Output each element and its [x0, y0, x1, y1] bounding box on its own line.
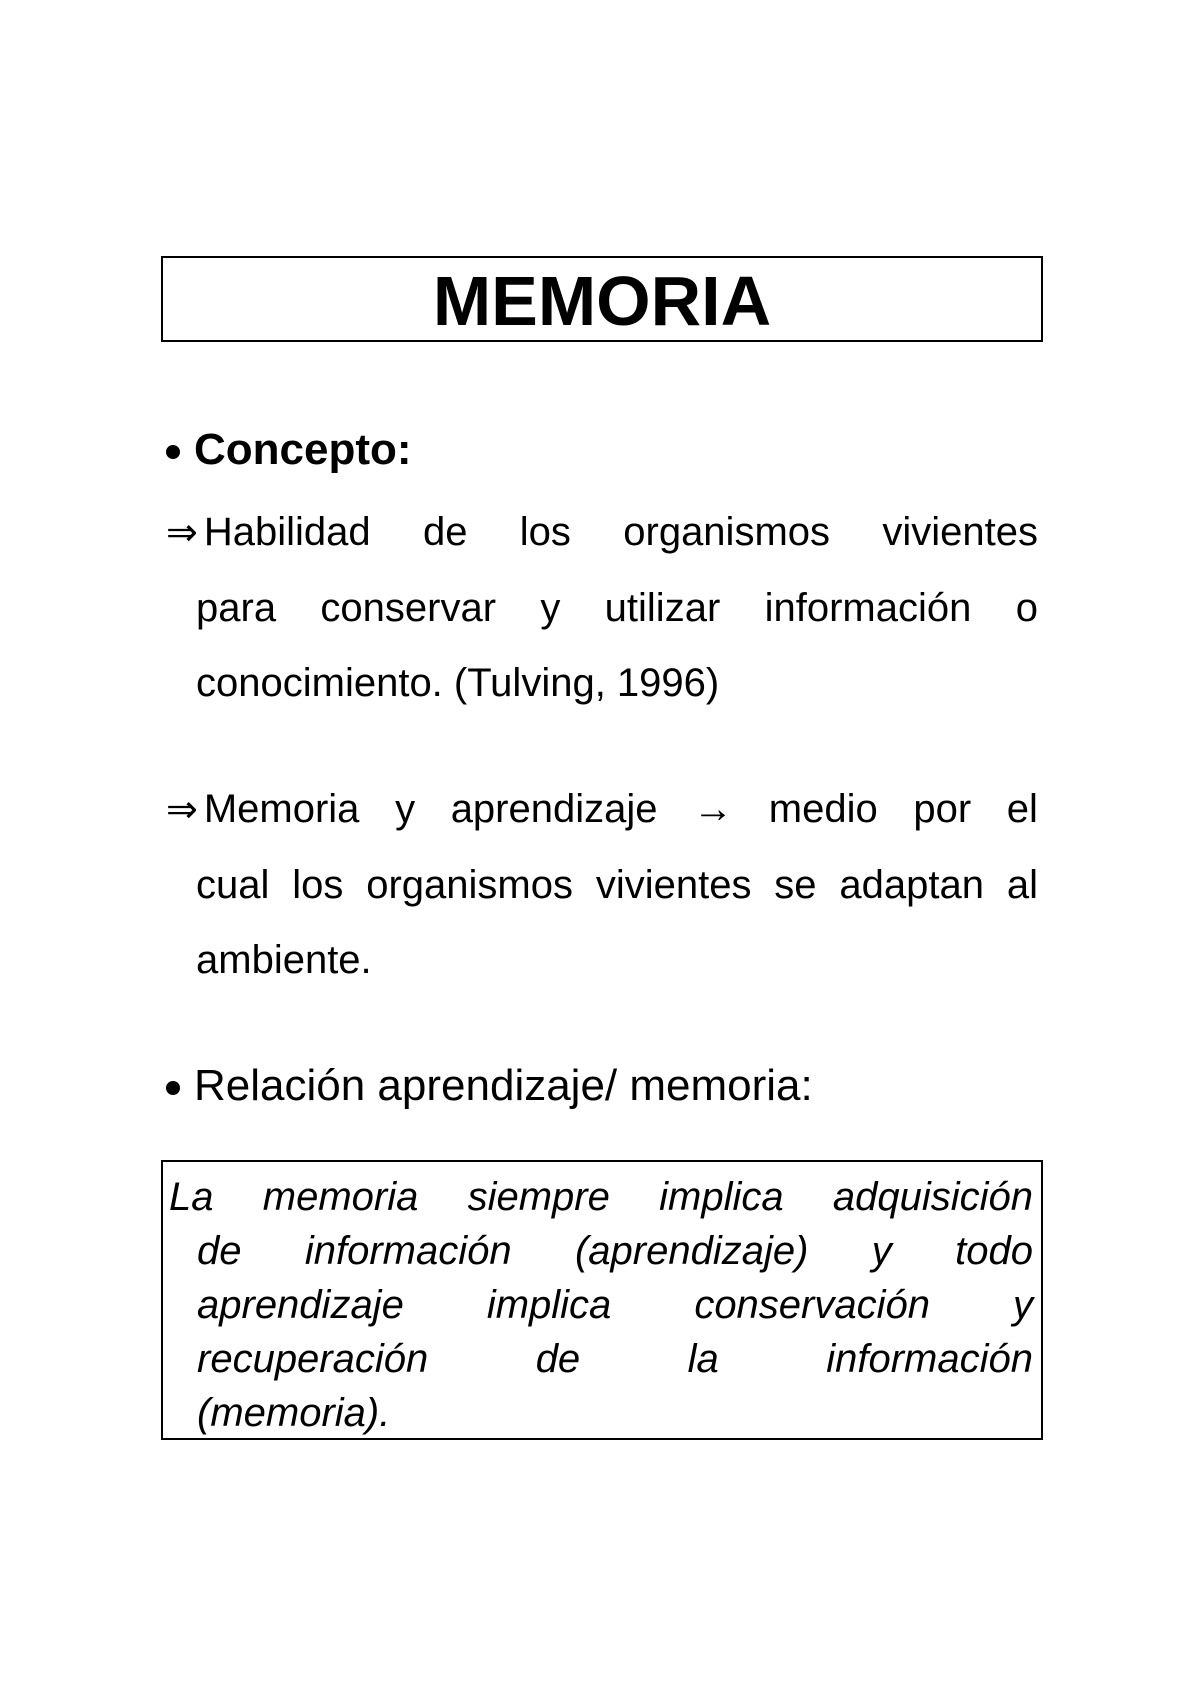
concept-item-1-line-1: [166, 495, 1038, 571]
concept-item-1-line-2: [166, 571, 1038, 646]
word: adaptan: [839, 863, 984, 907]
word: cual: [196, 863, 270, 907]
word: memoria: [262, 1175, 419, 1219]
word: utilizar: [604, 586, 721, 630]
bullet-dot-icon: [166, 445, 180, 459]
quote-line-4: [169, 1332, 1033, 1386]
quote-line-5: [169, 1386, 1033, 1440]
word: de: [197, 1229, 242, 1273]
concept-heading-text: Concepto:: [194, 425, 412, 474]
word: el: [1006, 787, 1038, 831]
word: aprendizaje: [197, 1283, 404, 1327]
word: los: [292, 863, 344, 907]
concept-heading: [166, 425, 412, 474]
word: conservación: [694, 1283, 930, 1327]
bullet-dot-icon: [166, 1081, 180, 1095]
word: se: [774, 863, 817, 907]
concept-item-2-line-2: [166, 848, 1038, 923]
word: y: [540, 586, 561, 630]
page-title: MEMORIA: [432, 262, 772, 340]
word: de: [422, 510, 468, 554]
word: medio: [768, 787, 878, 831]
word: información: [304, 1229, 512, 1273]
word: (memoria).: [197, 1391, 391, 1435]
title-box: [161, 256, 1043, 342]
word: adquisición: [832, 1175, 1033, 1219]
word: vivientes: [882, 510, 1038, 554]
word: de: [535, 1337, 581, 1381]
relation-heading: [166, 1061, 813, 1110]
word: o: [1015, 586, 1038, 630]
word: información: [764, 586, 972, 630]
concept-item-1-line-3: [166, 646, 1038, 721]
word: conservar: [320, 586, 497, 630]
quote-line-1: [169, 1170, 1033, 1224]
concept-item-2-line-1: [166, 772, 1038, 848]
word: ambiente.: [196, 938, 372, 982]
word: conocimiento. (Tulving, 1996): [196, 661, 720, 705]
word: (aprendizaje): [574, 1229, 809, 1273]
word: implica: [659, 1175, 784, 1219]
quote-line-2: [169, 1224, 1033, 1278]
word: la: [687, 1337, 719, 1381]
right-arrow-icon: →: [693, 787, 734, 831]
relation-heading-text: Relación aprendizaje/ memoria:: [194, 1061, 813, 1110]
implies-arrow-icon: ⇒ Habilidad: [166, 510, 371, 554]
word: y: [395, 787, 416, 831]
word: y: [1013, 1283, 1033, 1327]
word: aprendizaje: [450, 787, 658, 831]
word: todo: [955, 1229, 1033, 1273]
word: y: [871, 1229, 892, 1273]
word: vivientes: [595, 863, 752, 907]
implies-arrow-icon: ⇒ Memoria: [166, 787, 360, 831]
word: los: [519, 510, 571, 554]
quote-line-3: [169, 1278, 1033, 1332]
concept-item-2-line-3: [166, 923, 1038, 998]
word: organismos: [623, 510, 831, 554]
concept-item-2: [166, 772, 1038, 998]
word: organismos: [366, 863, 573, 907]
word: siempre: [467, 1175, 610, 1219]
word: implica: [486, 1283, 612, 1327]
word: información: [826, 1337, 1033, 1381]
word: La: [169, 1175, 214, 1219]
word: al: [1006, 863, 1038, 907]
quote-box: [161, 1160, 1043, 1440]
word: para: [196, 586, 277, 630]
concept-item-1: [166, 495, 1038, 721]
word: recuperación: [197, 1337, 429, 1381]
word: por: [913, 787, 972, 831]
